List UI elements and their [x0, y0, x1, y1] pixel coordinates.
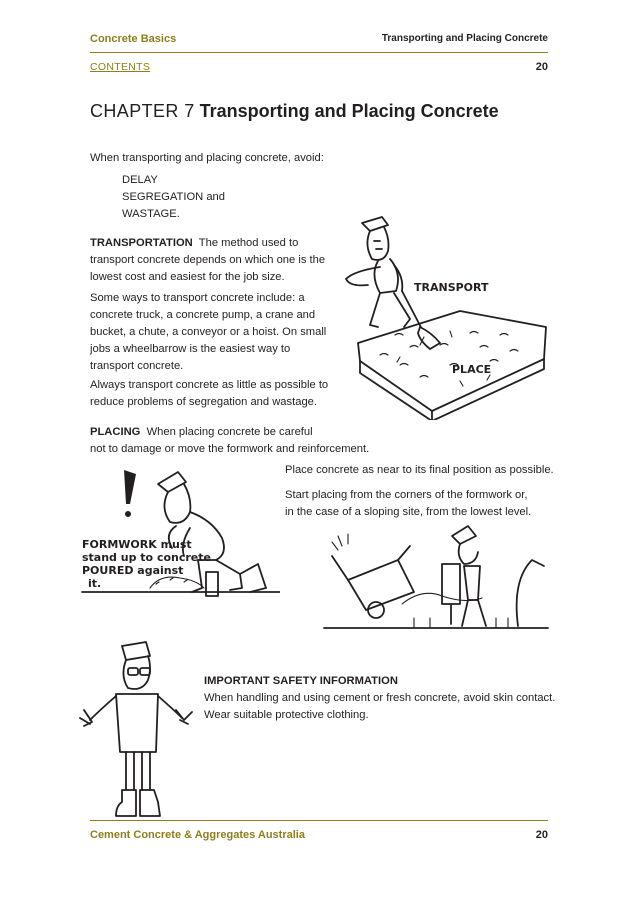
safety-heading: IMPORTANT SAFETY INFORMATION: [204, 675, 398, 687]
page-number-top: 20: [535, 61, 548, 73]
list-item: DELAY: [122, 174, 158, 186]
chapter-title: [90, 101, 499, 122]
avoid-list: [122, 172, 225, 223]
svg-text:FORMWORK must: FORMWORK must: [82, 538, 192, 551]
list-item: SEGREGATION and: [122, 191, 225, 203]
contents-link[interactable]: CONTENTS: [90, 61, 151, 73]
svg-text:POURED against: POURED against: [82, 564, 184, 577]
footer-page-number: 20: [535, 829, 548, 841]
safety-line-2: Wear suitable protective clothing.: [204, 709, 369, 721]
place-label: PLACE: [452, 363, 492, 376]
wheelbarrow-icon: [332, 534, 414, 618]
intro-text: When transporting and placing concrete, avoid:: [90, 152, 324, 164]
safety-line-1: When handling and using cement or fresh concrete, avoid skin contact.: [204, 692, 556, 704]
running-header-left: Concrete Basics: [90, 33, 177, 45]
transport-always-paragraph: Always transport concrete as little as possible to reduce problems of segregation and wastage.: [90, 379, 329, 408]
placing-tip-1: Place concrete as near to its final position as possible.: [285, 464, 554, 476]
transport-place-illustration: [340, 215, 550, 420]
transport-ways-paragraph: Some ways to transport concrete include: a concrete truck, a concrete pump, a crane and bucket, a chute, a conveyor or a hoist. On small jobs a wheelbarrow is the easiest way to transport concrete.: [90, 292, 327, 372]
list-item: WASTAGE.: [122, 208, 180, 220]
formwork-illustration: [80, 468, 280, 600]
svg-text:it.: it.: [88, 577, 102, 590]
transportation-heading: TRANSPORTATION: [90, 237, 193, 249]
footer-rule: [90, 820, 548, 821]
safety-worker-illustration: [76, 640, 198, 820]
placing-heading: PLACING: [90, 426, 141, 438]
svg-text:stand up to concrete: stand up to concrete: [82, 551, 211, 564]
placing-paragraph: PLACING When placing concrete be careful not to damage or move the formwork and reinforcement.: [90, 426, 370, 455]
footer-organisation: Cement Concrete & Aggregates Australia: [90, 829, 305, 841]
chapter-heading: Transporting and Placing Concrete: [199, 101, 499, 121]
vibrator-worker-figure: [442, 526, 544, 626]
transport-label: TRANSPORT: [414, 281, 489, 294]
transportation-paragraph: TRANSPORTATION The method used to transport concrete depends on which one is the lowest cost and easiest for the job size.: [90, 237, 326, 283]
exclamation-icon: [124, 470, 136, 517]
wheelbarrow-illustration: [318, 520, 554, 632]
chapter-number: CHAPTER 7: [90, 101, 195, 121]
header-rule: [90, 52, 548, 53]
running-header-right: Transporting and Placing Concrete: [381, 33, 548, 44]
placing-tip-2: Start placing from the corners of the formwork or, in the case of a sloping site, from the lowest level.: [285, 489, 532, 518]
